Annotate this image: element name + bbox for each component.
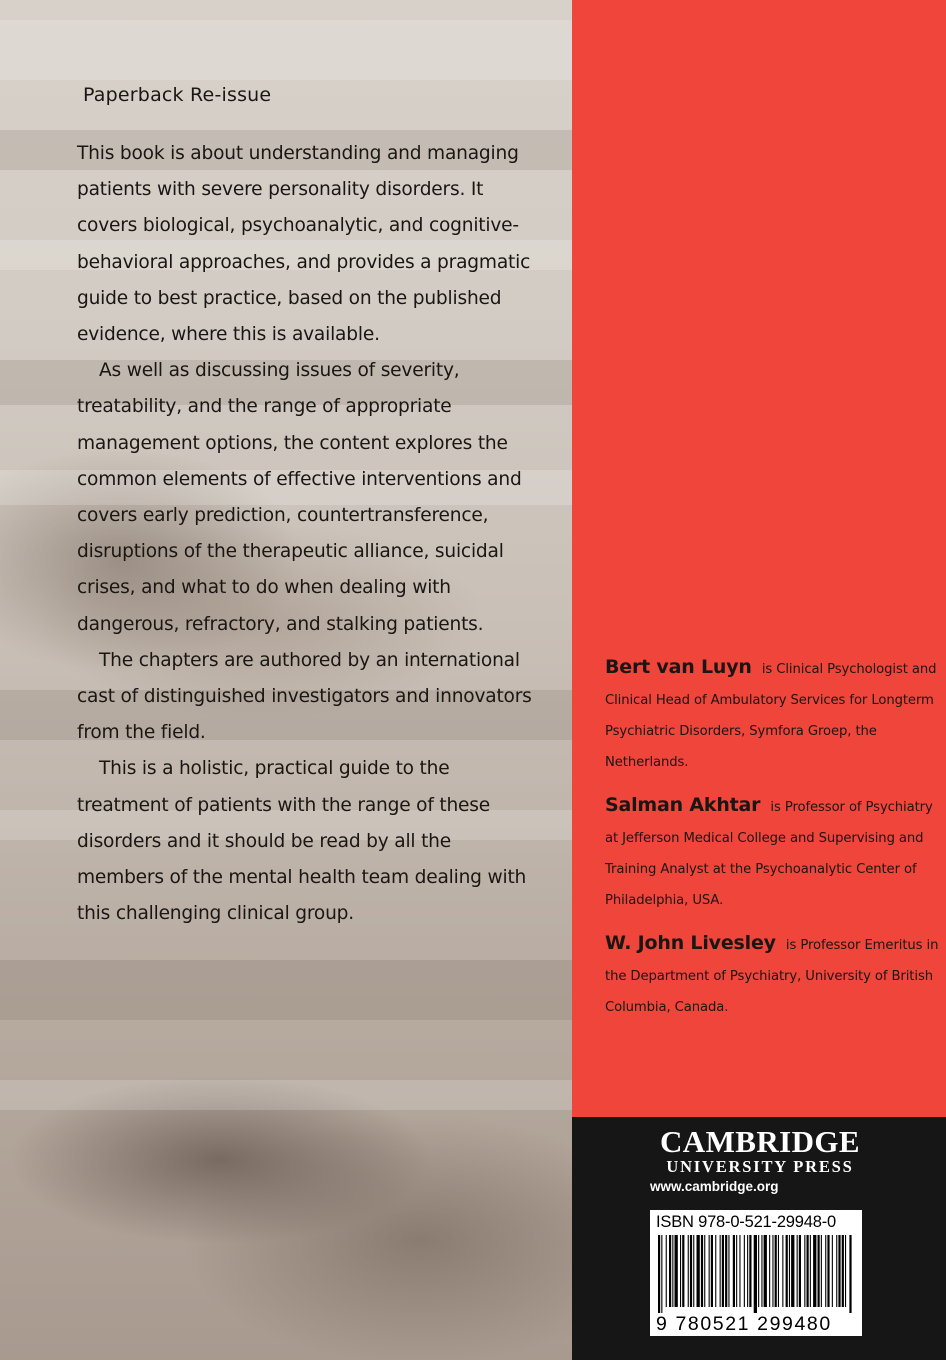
barcode-bar (682, 1235, 684, 1307)
barcode-bar (720, 1235, 721, 1307)
barcode-bar (669, 1235, 671, 1307)
barcode-bar (666, 1235, 667, 1307)
author-description: is Professor of Psychiatry at Jefferson Medical College and Supervising and Training Analyst at the Psychoanalytic Center of Philadelphia, USA. (605, 800, 933, 908)
barcode-bar (761, 1235, 762, 1307)
barcode-bar (818, 1235, 820, 1307)
barcode-bar (675, 1235, 678, 1307)
barcode-bar (786, 1235, 788, 1307)
barcode-bar (769, 1235, 770, 1307)
barcode-bar (709, 1235, 710, 1307)
description-paragraph: The chapters are authored by an international cast of distinguished investigators and innovators from the field. (77, 649, 532, 744)
publisher-panel (572, 1117, 946, 1360)
barcode-bar (821, 1235, 822, 1307)
author-name: Salman Akhtar (605, 794, 761, 816)
barcode-bar (688, 1235, 689, 1307)
author-bio (605, 790, 940, 916)
blind-stripe (0, 1080, 572, 1110)
author-bio (605, 928, 940, 1023)
barcode-bar (733, 1235, 735, 1307)
description-block (77, 84, 532, 932)
isbn-label: ISBN 978-0-521-29948-0 (656, 1213, 836, 1231)
author-description: is Professor Emeritus in the Department of Psychiatry, University of British Columbia, Canada. (605, 938, 939, 1015)
red-accent-panel (572, 0, 946, 1117)
barcode-bar (758, 1235, 759, 1307)
barcode-bar (764, 1235, 767, 1307)
barcode-bar (807, 1235, 809, 1307)
barcode-bar (775, 1235, 777, 1307)
barcode-bar (749, 1235, 751, 1307)
publisher-logo-name: CAMBRIDGE (660, 1124, 860, 1159)
author-description: is Clinical Psychologist and Clinical Head of Ambulatory Services for Longterm Psychiatric Disorders, Symfora Groep, the Netherlands. (605, 662, 937, 770)
author-bio (605, 652, 940, 778)
barcode-bar (754, 1235, 757, 1313)
barcode-bar (836, 1235, 837, 1307)
barcode-bar (661, 1235, 662, 1313)
barcode-bar (736, 1235, 737, 1307)
barcode-bar (715, 1235, 716, 1307)
author-bios (605, 652, 940, 1035)
barcode-bar (722, 1235, 724, 1307)
barcode-bars-icon (656, 1233, 856, 1313)
barcode-bar (693, 1235, 694, 1307)
barcode-bar (842, 1235, 844, 1307)
author-name: Bert van Luyn (605, 656, 752, 678)
edition-label: Paperback Re-issue (83, 84, 272, 106)
barcode-bar (704, 1235, 705, 1307)
barcode-bar (701, 1235, 703, 1307)
barcode-bar (810, 1235, 811, 1307)
blind-stripe (0, 20, 572, 80)
barcode-bar (725, 1235, 727, 1307)
barcode-bar (825, 1235, 826, 1307)
blind-stripe (0, 960, 572, 1020)
barcode-bar (672, 1235, 673, 1307)
publisher-url: www.cambridge.org (650, 1179, 779, 1194)
barcode-bar (791, 1235, 794, 1307)
barcode-bar (789, 1235, 790, 1307)
barcode-bar (690, 1235, 692, 1307)
barcode-bar (739, 1235, 740, 1307)
barcode-bar (658, 1235, 660, 1313)
barcode-bar (797, 1235, 798, 1307)
publisher-logo-subname: UNIVERSITY PRESS (666, 1157, 854, 1176)
barcode-bar (782, 1235, 783, 1307)
barcode-bar (827, 1235, 829, 1307)
ean-digits: 9 780521 299480 (656, 1313, 832, 1335)
description-paragraph: This book is about understanding and managing patients with severe personality disorders. It covers biological, psychoanalytic, and cognitive-behavioral approaches, and provides a pragmatic guide to best practice, based on the published evidence, where this is available. (77, 143, 531, 346)
barcode-bar (838, 1235, 840, 1307)
description-paragraph: This is a holistic, practical guide to the treatment of patients with the range of these disorders and it should be read by all the members of the mental health team dealing with this challenging clinical group. (77, 758, 527, 925)
barcode-bar (697, 1235, 700, 1307)
barcode-bar (813, 1235, 816, 1307)
barcode-bar (778, 1235, 779, 1307)
barcode-bar (772, 1235, 773, 1307)
barcode-bar (728, 1235, 729, 1307)
barcode-bar (845, 1235, 846, 1307)
barcode-bar (832, 1235, 833, 1307)
description-paragraph: As well as discussing issues of severity, treatability, and the range of appropriate management options, the content explores the common elements of effective interventions and covers early prediction, countertransference, disruptions of the therapeutic alliance, suicidal crises, and what to do when dealing with dangerous, refractory, and stalking patients. (77, 360, 522, 635)
isbn-barcode (650, 1210, 862, 1336)
barcode-bar (680, 1235, 681, 1307)
barcode-bar (744, 1235, 745, 1307)
barcode-bar (711, 1235, 713, 1307)
barcode-bar (849, 1235, 851, 1313)
author-name: W. John Livesley (605, 932, 776, 954)
barcode-bar (747, 1235, 748, 1307)
barcode-bar (799, 1235, 801, 1307)
barcode-bar (804, 1235, 805, 1307)
